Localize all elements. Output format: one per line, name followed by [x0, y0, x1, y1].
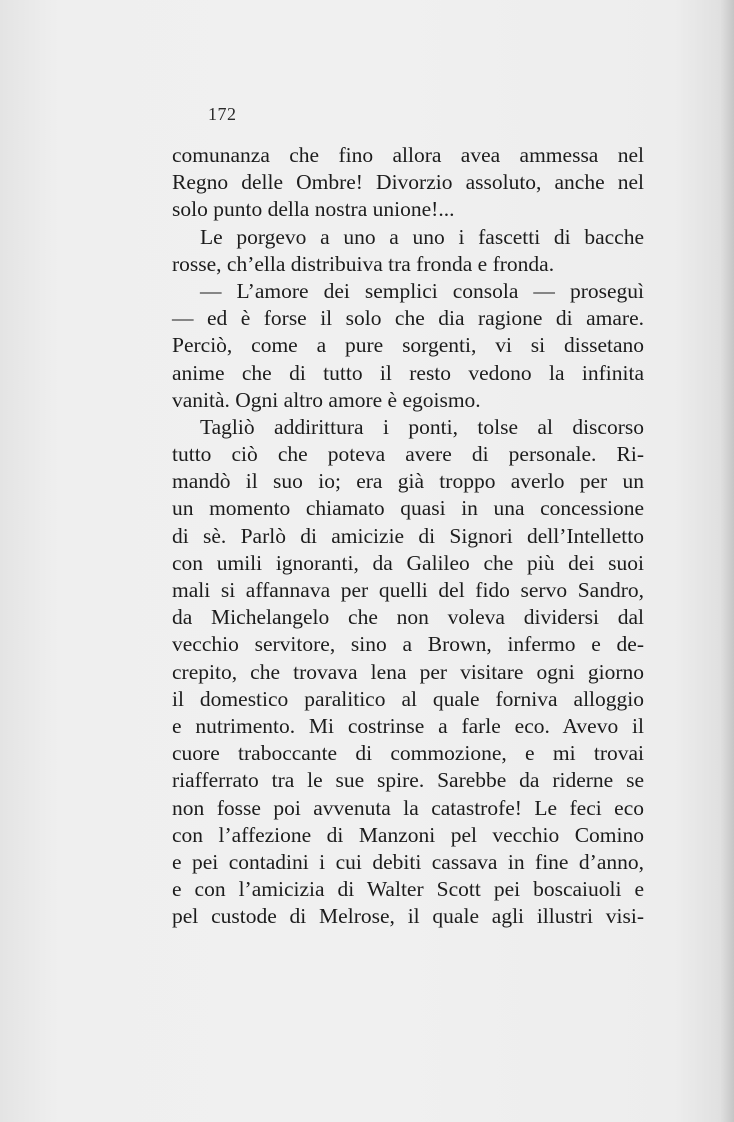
text-line: crepito, che trovava lena per visitare ogni giorno — [172, 659, 644, 684]
text-line: Tagliò addirittura i ponti, tolse al discorso — [200, 414, 644, 439]
text-line: non fosse poi avvenuta la catastrofe! Le feci eco — [172, 795, 644, 820]
text-line: e pei contadini i cui debiti cassava in fine d’anno, — [172, 849, 644, 874]
text-line: il domestico paralitico al quale forniva alloggio — [172, 686, 644, 711]
text-line: solo punto della nostra unione!... — [172, 197, 455, 222]
text-line: mandò il suo io; era già troppo averlo per un — [172, 469, 644, 494]
text-line: comunanza che fino allora avea ammessa nel — [172, 143, 644, 167]
text-line: pel custode di Melrose, il quale agli illustri visi- — [172, 904, 644, 929]
text-line: e con l’amicizia di Walter Scott pei boscaiuoli e — [172, 877, 644, 902]
page-edge-shadow — [720, 0, 734, 1122]
text-line: tutto ciò che poteva avere di personale. Ri- — [172, 442, 644, 467]
text-line: vanità. Ogni altro amore è egoismo. — [172, 387, 481, 412]
text-line: — ed è forse il solo che dia ragione di amare. — [172, 306, 644, 331]
text-line: — L’amore dei semplici consola — proseguì — [200, 278, 644, 303]
text-line: Perciò, come a pure sorgenti, vi si dissetano — [172, 333, 644, 358]
text-line: cuore traboccante di commozione, e mi trovai — [172, 741, 644, 766]
text-line: e nutrimento. Mi costrinse a farle eco. Avevo il — [172, 713, 644, 738]
text-line: di sè. Parlò di amicizie di Signori dell’Intelletto — [172, 523, 644, 548]
text-line: da Michelangelo che non voleva dividersi dal — [172, 605, 644, 630]
text-line: Le porgevo a uno a uno i fascetti di bacche — [200, 224, 644, 249]
text-line: mali si affannava per quelli del fido servo Sandro, — [172, 578, 644, 602]
text-line: riafferrato tra le sue spire. Sarebbe da riderne se — [172, 768, 644, 793]
text-line: con l’affezione di Manzoni pel vecchio Comino — [172, 822, 644, 847]
text-line: anime che di tutto il resto vedono la infinita — [172, 360, 644, 385]
text-line: vecchio servitore, sino a Brown, infermo e de- — [172, 632, 644, 657]
text-line: un momento chiamato quasi in una concessione — [172, 496, 644, 521]
body-text — [172, 142, 644, 930]
text-line: Regno delle Ombre! Divorzio assoluto, anche nel — [172, 170, 644, 195]
page-number: 172 — [208, 104, 237, 124]
text-line: con umili ignoranti, da Galileo che più dei suoi — [172, 550, 644, 575]
text-line: rosse, ch’ella distribuiva tra fronda e fronda. — [172, 251, 555, 276]
